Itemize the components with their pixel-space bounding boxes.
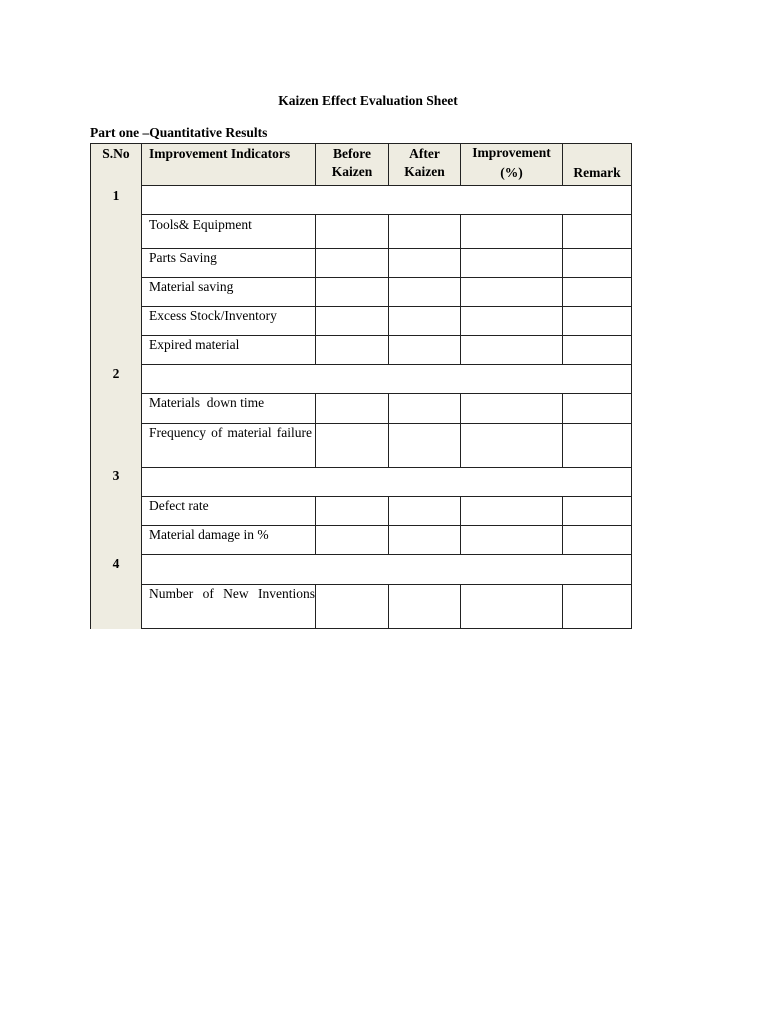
after-kaizen-cell[interactable] xyxy=(388,335,461,365)
remark-cell[interactable] xyxy=(562,393,632,424)
header-after-line2: Kaizen xyxy=(404,164,445,179)
after-kaizen-cell[interactable] xyxy=(388,277,461,307)
section-title: Part one –Quantitative Results xyxy=(90,125,268,140)
remark-cell[interactable] xyxy=(562,277,632,307)
before-kaizen-cell[interactable] xyxy=(315,277,389,307)
after-kaizen-cell[interactable] xyxy=(388,393,461,424)
before-kaizen-cell[interactable] xyxy=(315,335,389,365)
indicator-cell: Parts Saving xyxy=(141,248,316,278)
table-row xyxy=(90,277,632,307)
improvement-cell[interactable] xyxy=(460,214,563,249)
header-improvement xyxy=(460,143,563,186)
indicator-cell: Materials down time xyxy=(141,393,316,424)
header-after-kaizen xyxy=(388,143,461,186)
table-row xyxy=(90,335,632,365)
group-header-row-4 xyxy=(141,554,632,585)
table-row xyxy=(90,393,632,424)
indicator-cell: Number of New Inventions xyxy=(141,584,316,629)
indicator-cell: Frequency of material failure xyxy=(141,423,316,468)
remark-cell[interactable] xyxy=(562,525,632,555)
header-before-line1: Before xyxy=(333,146,371,161)
remark-cell[interactable] xyxy=(562,248,632,278)
table-row xyxy=(90,496,632,526)
after-kaizen-cell[interactable] xyxy=(388,214,461,249)
indicator-cell: Tools& Equipment xyxy=(141,214,316,249)
remark-cell[interactable] xyxy=(562,423,632,468)
group-header-row-3 xyxy=(141,467,632,497)
group-header-row-1 xyxy=(141,185,632,215)
improvement-cell[interactable] xyxy=(460,525,563,555)
header-sno: S.No xyxy=(90,143,142,186)
table-row xyxy=(90,584,632,629)
remark-cell[interactable] xyxy=(562,496,632,526)
header-after-line1: After xyxy=(409,146,440,161)
before-kaizen-cell[interactable] xyxy=(315,214,389,249)
improvement-cell[interactable] xyxy=(460,277,563,307)
document-title: Kaizen Effect Evaluation Sheet xyxy=(278,93,458,108)
table-row xyxy=(90,214,632,249)
after-kaizen-cell[interactable] xyxy=(388,525,461,555)
after-kaizen-cell[interactable] xyxy=(388,496,461,526)
header-before-line2: Kaizen xyxy=(331,164,373,179)
header-improvement-line2: (%) xyxy=(500,165,523,180)
header-improvement-line1: Improvement xyxy=(472,145,551,160)
remark-cell[interactable] xyxy=(562,306,632,336)
improvement-cell[interactable] xyxy=(460,423,563,468)
remark-cell[interactable] xyxy=(562,584,632,629)
improvement-cell[interactable] xyxy=(460,248,563,278)
group-number-2: 2 xyxy=(90,364,142,468)
remark-cell[interactable] xyxy=(562,214,632,249)
improvement-cell[interactable] xyxy=(460,496,563,526)
indicator-cell: Material saving xyxy=(141,277,316,307)
table-row xyxy=(90,525,632,555)
remark-cell[interactable] xyxy=(562,335,632,365)
indicator-cell: Material damage in % xyxy=(141,525,316,555)
before-kaizen-cell[interactable] xyxy=(315,248,389,278)
group-header-row-2 xyxy=(141,364,632,394)
improvement-cell[interactable] xyxy=(460,335,563,365)
header-indicators: Improvement Indicators xyxy=(141,143,316,186)
after-kaizen-cell[interactable] xyxy=(388,248,461,278)
header-before-kaizen xyxy=(315,143,389,186)
header-remark: Remark xyxy=(562,143,632,186)
improvement-cell[interactable] xyxy=(460,584,563,629)
group-number-4: 4 xyxy=(90,554,142,629)
before-kaizen-cell[interactable] xyxy=(315,584,389,629)
indicator-cell: Excess Stock/Inventory xyxy=(141,306,316,336)
before-kaizen-cell[interactable] xyxy=(315,496,389,526)
table-row xyxy=(90,423,632,468)
group-number-3: 3 xyxy=(90,467,142,555)
after-kaizen-cell[interactable] xyxy=(388,584,461,629)
after-kaizen-cell[interactable] xyxy=(388,306,461,336)
after-kaizen-cell[interactable] xyxy=(388,423,461,468)
before-kaizen-cell[interactable] xyxy=(315,393,389,424)
table-row xyxy=(90,248,632,278)
indicator-cell: Expired material xyxy=(141,335,316,365)
indicator-cell: Defect rate xyxy=(141,496,316,526)
improvement-cell[interactable] xyxy=(460,306,563,336)
group-number-1: 1 xyxy=(90,185,142,365)
before-kaizen-cell[interactable] xyxy=(315,306,389,336)
before-kaizen-cell[interactable] xyxy=(315,423,389,468)
improvement-cell[interactable] xyxy=(460,393,563,424)
table-row xyxy=(90,306,632,336)
before-kaizen-cell[interactable] xyxy=(315,525,389,555)
